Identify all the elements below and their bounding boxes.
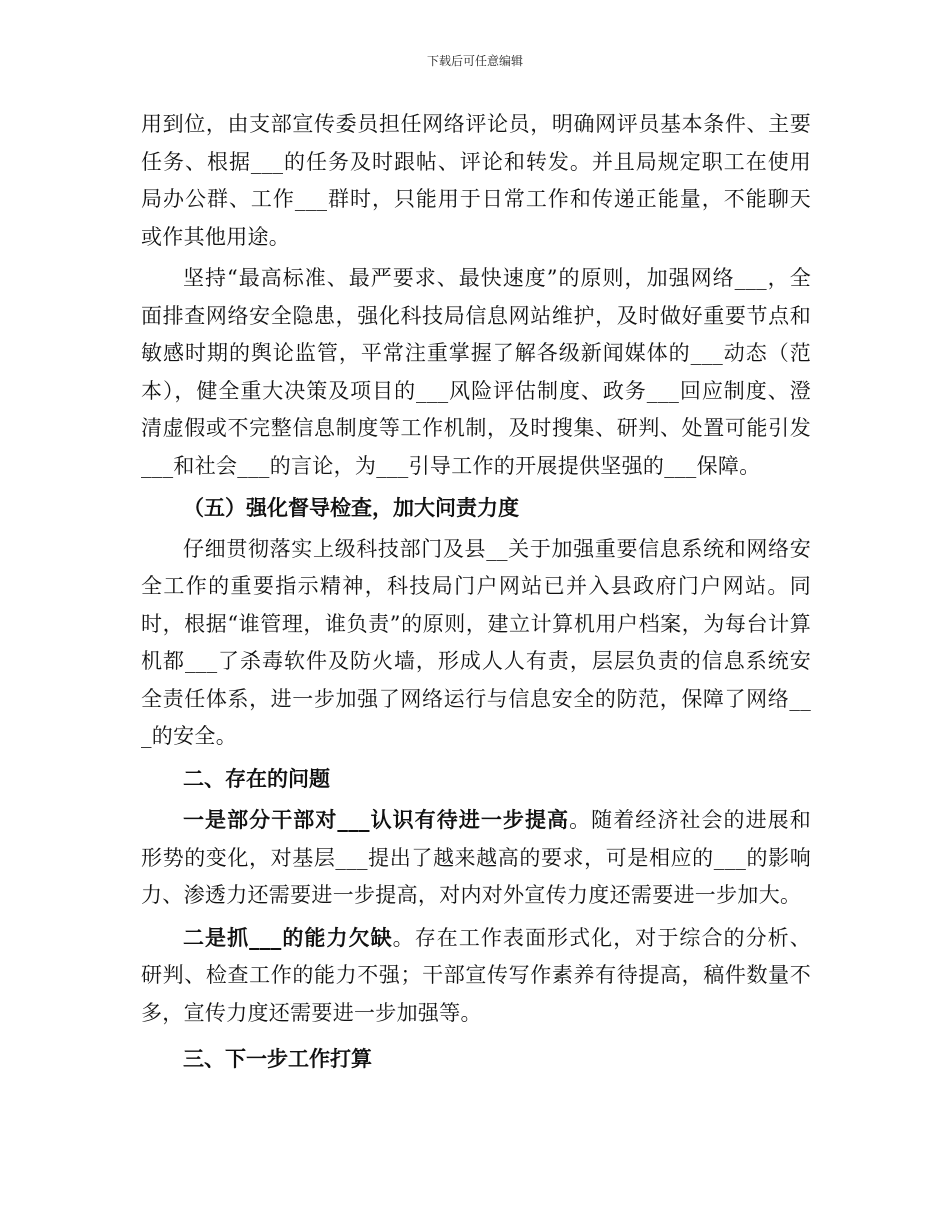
document-body <box>141 106 811 1078</box>
paragraph-network-commentators: 用到位，由支部宣传委员担任网络评论员，明确网评员基本条件、主要任务、根据___的任务及时跟帖、评论和转发。并且局规定职工在使用局办公群、工作___群时，只能用于日常工作和传递正能量，不能聊天或作其他用途。 <box>141 112 811 249</box>
page-header: 下载后可任意编辑 <box>426 54 523 68</box>
problem-two-lead: 二是抓___的能力欠缺 <box>183 924 393 950</box>
paragraph-problem-one <box>141 801 811 915</box>
problem-two-text: 。存在工作表面形式化，对于综合的分析、研判、检查工作的能力不强；干部宣传写作素养有待提高，稿件数量不多，宣传力度还需要进一步加强等。 <box>141 925 811 1025</box>
section-heading-problems: 二、存在的问题 <box>183 765 330 791</box>
paragraph-implementation: 仔细贯彻落实上级科技部门及县__关于加强重要信息系统和网络安全工作的重要指示精神，科技局门户网站已并入县政府门户网站。同时，根据“谁管理，谁负责”的原则，建立计算机用户档案，为每台计算机都___了杀毒软件及防火墙，形成人人有责，层层负责的信息系统安全责任体系，进一步加强了网络运行与信息安全的防范，保障了网络___的安全。 <box>141 536 811 748</box>
problem-one-lead: 一是部分干部对___认识有待进一步提高 <box>183 807 570 832</box>
paragraph-problem-two <box>141 919 811 1033</box>
section-heading-supervision: （五）强化督导检查，加大问责力度 <box>183 495 519 520</box>
section-heading-next-steps: 三、下一步工作打算 <box>183 1046 372 1071</box>
problem-one-text: 。随着经济社会的进展和形势的变化，对基层___提出了越来越高的要求，可是相应的___的影响力、渗透力还需要进一步提高，对内对外宣传力度还需要进一步加大。 <box>141 808 811 907</box>
paragraph-network-security-principles: 坚持“最高标准、最严要求、最快速度”的原则，加强网络___，全面排查网络安全隐患，强化科技局信息网站维护，及时做好重要节点和敏感时期的舆论监管，平常注重掌握了解各级新闻媒体的___动态（范本），健全重大决策及项目的___风险评估制度、政务___回应制度、澄清虚假或不完整信息制度等工作机制，及时搜集、研判、处置可能引发___和社会___的言论，为___引导工作的开展提供坚强的___保障。 <box>141 266 811 478</box>
